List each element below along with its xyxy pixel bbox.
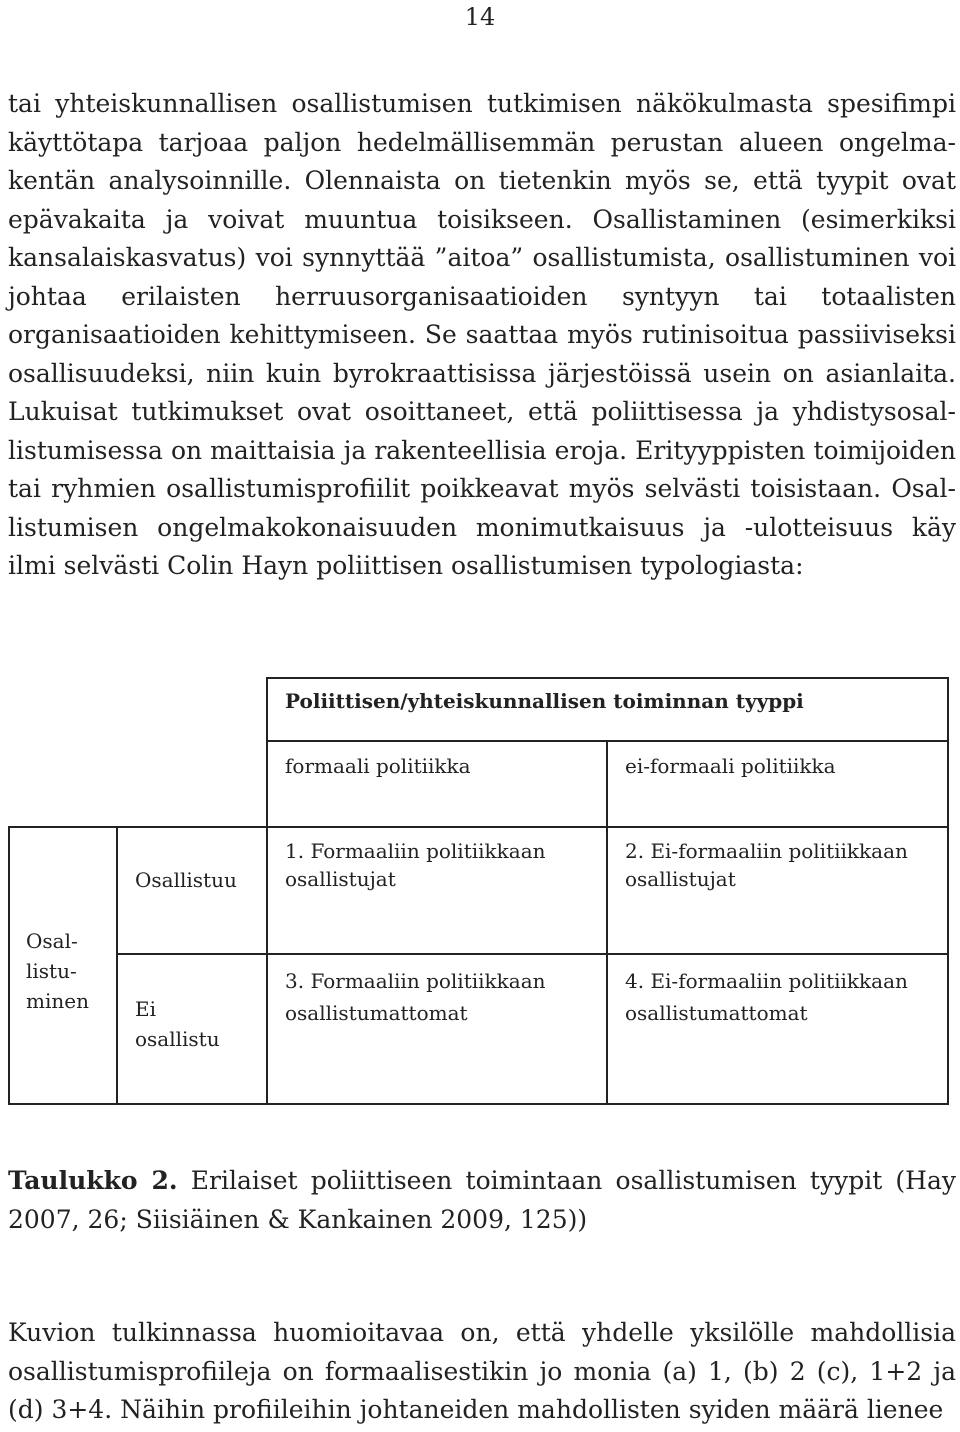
table-caption bbox=[8, 1162, 956, 1239]
row-label-participates: Osallistuu bbox=[135, 868, 237, 892]
cell-2-informal-participants: 2. Ei-formaaliin politiikkaan osallistujat bbox=[625, 839, 908, 891]
caption-label: Taulukko 2. bbox=[8, 1166, 178, 1195]
row-label-divider bbox=[266, 826, 268, 1105]
body-paragraph-1: tai yhteiskunnallisen osallistumisen tutkimisen näkökulmasta spesifimpi käyttötapa tarjoaa paljon hedelmällisemmän perustan alueen ongelmakentän analysoinnille. Olennaista on tietenkin myös se, että tyypit ovat epävakaita ja voivat muuntua toisikseen. Osallistaminen (esimerkiksi kansalaiskasvatus) voi synnyttää ”aitoa” osallistumista, osallistuminen voi johtaa erilaisten herruusorganisaatioiden syntyyn tai totaalisten organisaatioiden kehittymiseen. Se saattaa myös rutinisoitua passiiviseksi osallisuudeksi, niin kuin byrokraattisissa järjestöissä usein on asianlaita. Lukuisat tutkimukset ovat osoittaneet, että poliittisessa ja yhdistysosallistumisessa on maittaisia ja rakenteellisia eroja. Erityyppisten toimijoiden tai ryhmien osallistumisprofiilit poikkeavat myös selvästi toisistaan. Osallistumisen ongelmakokonaisuuden monimutkaisuus ja -ulotteisuus käy ilmi selvästi Colin Hayn poliittisen osallistumisen typologiasta: bbox=[8, 89, 956, 580]
row-group-label: Osal- listu- minen bbox=[26, 929, 89, 1013]
column-divider-top bbox=[606, 740, 608, 828]
cell-1-formal-participants: 1. Formaaliin politiikkaan osallistujat bbox=[285, 839, 546, 891]
column-divider-body bbox=[606, 826, 608, 1105]
cell-4-informal-non-participants: 4. Ei-formaaliin politiikkaan osallistumattomat bbox=[625, 969, 908, 1025]
header-divider bbox=[266, 740, 949, 742]
column-header-formal: formaali politiikka bbox=[285, 754, 471, 778]
table-header-title: Poliittisen/yhteiskunnallisen toiminnan tyyppi bbox=[285, 689, 804, 713]
caption-text: Erilaiset poliittiseen toimintaan osallistumisen tyypit (Hay 2007, 26; Siisiäinen & Kankainen 2009, 125)) bbox=[8, 1166, 956, 1234]
page-number: 14 bbox=[464, 3, 496, 31]
row-group-divider bbox=[116, 826, 118, 1105]
row-label-not-participates: Ei osallistu bbox=[135, 997, 220, 1051]
cell-3-formal-non-participants: 3. Formaaliin politiikkaan osallistumattomat bbox=[285, 969, 546, 1025]
table-header-box bbox=[266, 677, 949, 828]
column-header-informal: ei-formaali politiikka bbox=[625, 754, 836, 778]
row-divider bbox=[116, 953, 949, 955]
table-body-box bbox=[8, 826, 949, 1105]
body-paragraph-2: Kuvion tulkinnassa huomioitavaa on, että yhdelle yksilölle mahdollisia osallistumisprofiileja on formaalisestikin jo monia (a) 1, (b) 2 (c), 1+2 ja (d) 3+4. Näihin profiileihin johtaneiden mahdollisten syiden määrä lienee bbox=[8, 1318, 956, 1424]
